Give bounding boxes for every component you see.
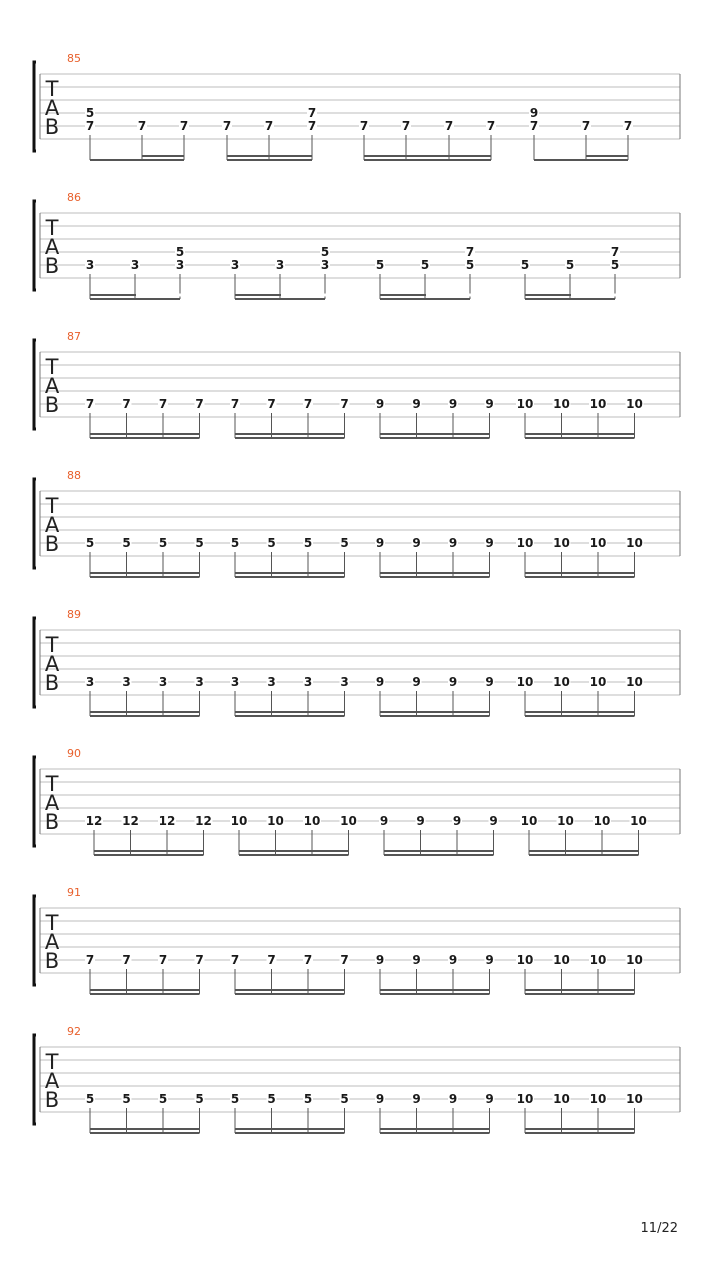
- fret-number: 5: [158, 536, 168, 550]
- fret-number: 7: [264, 119, 274, 133]
- system-bracket: [34, 62, 36, 151]
- fret-number: 5: [375, 258, 385, 272]
- fret-number: 5: [122, 1092, 131, 1106]
- clef-b: B: [44, 115, 60, 139]
- fret-number: 7: [85, 397, 95, 411]
- fret-number: 9: [448, 397, 458, 411]
- fret-number: 7: [401, 119, 411, 133]
- fret-number: 3: [195, 675, 204, 689]
- measure-number: 91: [67, 886, 81, 899]
- fret-number: 7: [85, 119, 95, 133]
- fret-number: 10: [553, 675, 570, 689]
- clef-t: T: [45, 911, 59, 935]
- fret-number: 7: [267, 953, 276, 967]
- fret-number: 7: [444, 119, 454, 133]
- fret-number: 9: [412, 953, 421, 967]
- fret-number: 5: [303, 1092, 313, 1106]
- clef-b: B: [44, 254, 60, 278]
- fret-number: 5: [340, 1092, 349, 1106]
- fret-number: 7: [222, 119, 232, 133]
- fret-number: 10: [520, 814, 538, 828]
- measure-number: 86: [67, 191, 81, 204]
- fret-number: 5: [303, 536, 313, 550]
- fret-number: 12: [158, 814, 176, 828]
- clef-a: A: [44, 96, 60, 120]
- system-bracket: [34, 479, 36, 568]
- fret-number: 10: [230, 814, 248, 828]
- fret-number: 5: [340, 536, 349, 550]
- fret-number: 7: [230, 953, 240, 967]
- fret-number: 9: [485, 397, 494, 411]
- clef-b: B: [44, 532, 60, 556]
- fret-number: 10: [626, 953, 643, 967]
- fret-number: 5: [267, 536, 276, 550]
- clef-a: A: [44, 930, 60, 954]
- fret-number: 10: [589, 675, 607, 689]
- clef-t: T: [45, 355, 59, 379]
- measure-number: 90: [67, 747, 81, 760]
- fret-number: 7: [307, 119, 317, 133]
- fret-number: 7: [486, 119, 496, 133]
- fret-number: 10: [626, 1092, 643, 1106]
- clef-b: B: [44, 393, 60, 417]
- fret-number: 10: [626, 675, 643, 689]
- fret-number: 9: [375, 953, 385, 967]
- clef-b: B: [44, 810, 60, 834]
- system-bracket: [34, 201, 36, 290]
- fret-number: 7: [122, 397, 131, 411]
- fret-number: 10: [303, 814, 321, 828]
- clef-t: T: [45, 633, 59, 657]
- fret-number: 12: [122, 814, 139, 828]
- fret-number: 3: [303, 675, 313, 689]
- fret-number: 9: [529, 106, 539, 120]
- fret-number: 9: [375, 397, 385, 411]
- fret-number: 5: [230, 536, 240, 550]
- clef-b: B: [44, 671, 60, 695]
- fret-number: 7: [267, 397, 276, 411]
- page-number: 11/22: [640, 1221, 678, 1236]
- fret-number: 9: [489, 814, 498, 828]
- fret-number: 5: [267, 1092, 276, 1106]
- fret-number: 7: [85, 953, 95, 967]
- clef-a: A: [44, 791, 60, 815]
- fret-number: 7: [195, 953, 204, 967]
- fret-number: 7: [122, 953, 131, 967]
- fret-number: 10: [516, 675, 534, 689]
- measure-number: 87: [67, 330, 81, 343]
- fret-number: 9: [485, 1092, 494, 1106]
- fret-number: 10: [630, 814, 647, 828]
- fret-number: 3: [267, 675, 276, 689]
- fret-number: 9: [448, 953, 458, 967]
- measure-number: 89: [67, 608, 81, 621]
- fret-number: 10: [626, 397, 643, 411]
- clef-a: A: [44, 513, 60, 537]
- fret-number: 9: [412, 397, 421, 411]
- fret-number: 10: [589, 1092, 607, 1106]
- fret-number: 9: [379, 814, 389, 828]
- clef-a: A: [44, 374, 60, 398]
- clef-a: A: [44, 652, 60, 676]
- fret-number: 9: [412, 536, 421, 550]
- measure-number: 85: [67, 52, 81, 65]
- system-bracket: [34, 340, 36, 429]
- fret-number: 3: [122, 675, 131, 689]
- fret-number: 10: [516, 953, 534, 967]
- fret-number: 10: [340, 814, 357, 828]
- fret-number: 10: [267, 814, 284, 828]
- fret-number: 10: [553, 397, 570, 411]
- fret-number: 5: [195, 536, 204, 550]
- fret-number: 10: [626, 536, 643, 550]
- fret-number: 10: [593, 814, 611, 828]
- fret-number: 12: [195, 814, 212, 828]
- fret-number: 3: [320, 258, 330, 272]
- fret-number: 10: [516, 397, 534, 411]
- fret-number: 5: [520, 258, 530, 272]
- fret-number: 3: [275, 258, 285, 272]
- fret-number: 9: [485, 953, 494, 967]
- fret-number: 9: [452, 814, 462, 828]
- measure-number: 92: [67, 1025, 81, 1038]
- fret-number: 12: [85, 814, 103, 828]
- clef-t: T: [45, 1050, 59, 1074]
- fret-number: 7: [610, 245, 620, 259]
- measure-number: 88: [67, 469, 81, 482]
- fret-number: 7: [179, 119, 189, 133]
- fret-number: 7: [340, 953, 349, 967]
- system-bracket: [34, 896, 36, 985]
- system-bracket: [34, 1035, 36, 1124]
- fret-number: 7: [581, 119, 591, 133]
- fret-number: 5: [122, 536, 131, 550]
- clef-t: T: [45, 77, 59, 101]
- fret-number: 10: [516, 1092, 534, 1106]
- fret-number: 5: [158, 1092, 168, 1106]
- fret-number: 7: [158, 397, 168, 411]
- fret-number: 7: [623, 119, 633, 133]
- fret-number: 5: [465, 258, 475, 272]
- fret-number: 10: [516, 536, 534, 550]
- fret-number: 7: [465, 245, 475, 259]
- fret-number: 10: [553, 536, 570, 550]
- fret-number: 7: [158, 953, 168, 967]
- fret-number: 3: [85, 675, 95, 689]
- fret-number: 7: [529, 119, 539, 133]
- fret-number: 7: [195, 397, 204, 411]
- clef-b: B: [44, 1088, 60, 1112]
- fret-number: 9: [416, 814, 425, 828]
- fret-number: 9: [485, 675, 494, 689]
- fret-number: 5: [610, 258, 620, 272]
- fret-number: 9: [448, 1092, 458, 1106]
- fret-number: 5: [175, 245, 185, 259]
- fret-number: 7: [230, 397, 240, 411]
- fret-number: 9: [485, 536, 494, 550]
- clef-t: T: [45, 772, 59, 796]
- fret-number: 3: [340, 675, 349, 689]
- fret-number: 3: [175, 258, 185, 272]
- clef-a: A: [44, 1069, 60, 1093]
- clef-a: A: [44, 235, 60, 259]
- fret-number: 7: [303, 953, 313, 967]
- fret-number: 7: [137, 119, 147, 133]
- fret-number: 10: [589, 536, 607, 550]
- fret-number: 3: [230, 258, 240, 272]
- fret-number: 9: [375, 1092, 385, 1106]
- clef-t: T: [45, 494, 59, 518]
- fret-number: 5: [320, 245, 330, 259]
- fret-number: 9: [375, 536, 385, 550]
- fret-number: 9: [448, 536, 458, 550]
- fret-number: 7: [359, 119, 369, 133]
- fret-number: 5: [195, 1092, 204, 1106]
- fret-number: 10: [589, 953, 607, 967]
- fret-number: 3: [158, 675, 168, 689]
- fret-number: 5: [85, 536, 95, 550]
- fret-number: 9: [412, 675, 421, 689]
- fret-number: 10: [589, 397, 607, 411]
- fret-number: 10: [553, 1092, 570, 1106]
- fret-number: 3: [85, 258, 95, 272]
- fret-number: 5: [565, 258, 575, 272]
- fret-number: 9: [375, 675, 385, 689]
- fret-number: 3: [230, 675, 240, 689]
- fret-number: 5: [420, 258, 430, 272]
- fret-number: 10: [557, 814, 574, 828]
- fret-number: 9: [448, 675, 458, 689]
- fret-number: 5: [85, 106, 95, 120]
- fret-number: 7: [303, 397, 313, 411]
- fret-number: 7: [307, 106, 317, 120]
- clef-t: T: [45, 216, 59, 240]
- fret-number: 5: [230, 1092, 240, 1106]
- clef-b: B: [44, 949, 60, 973]
- fret-number: 5: [85, 1092, 95, 1106]
- system-bracket: [34, 757, 36, 846]
- fret-number: 7: [340, 397, 349, 411]
- fret-number: 10: [553, 953, 570, 967]
- system-bracket: [34, 618, 36, 707]
- fret-number: 9: [412, 1092, 421, 1106]
- fret-number: 3: [130, 258, 140, 272]
